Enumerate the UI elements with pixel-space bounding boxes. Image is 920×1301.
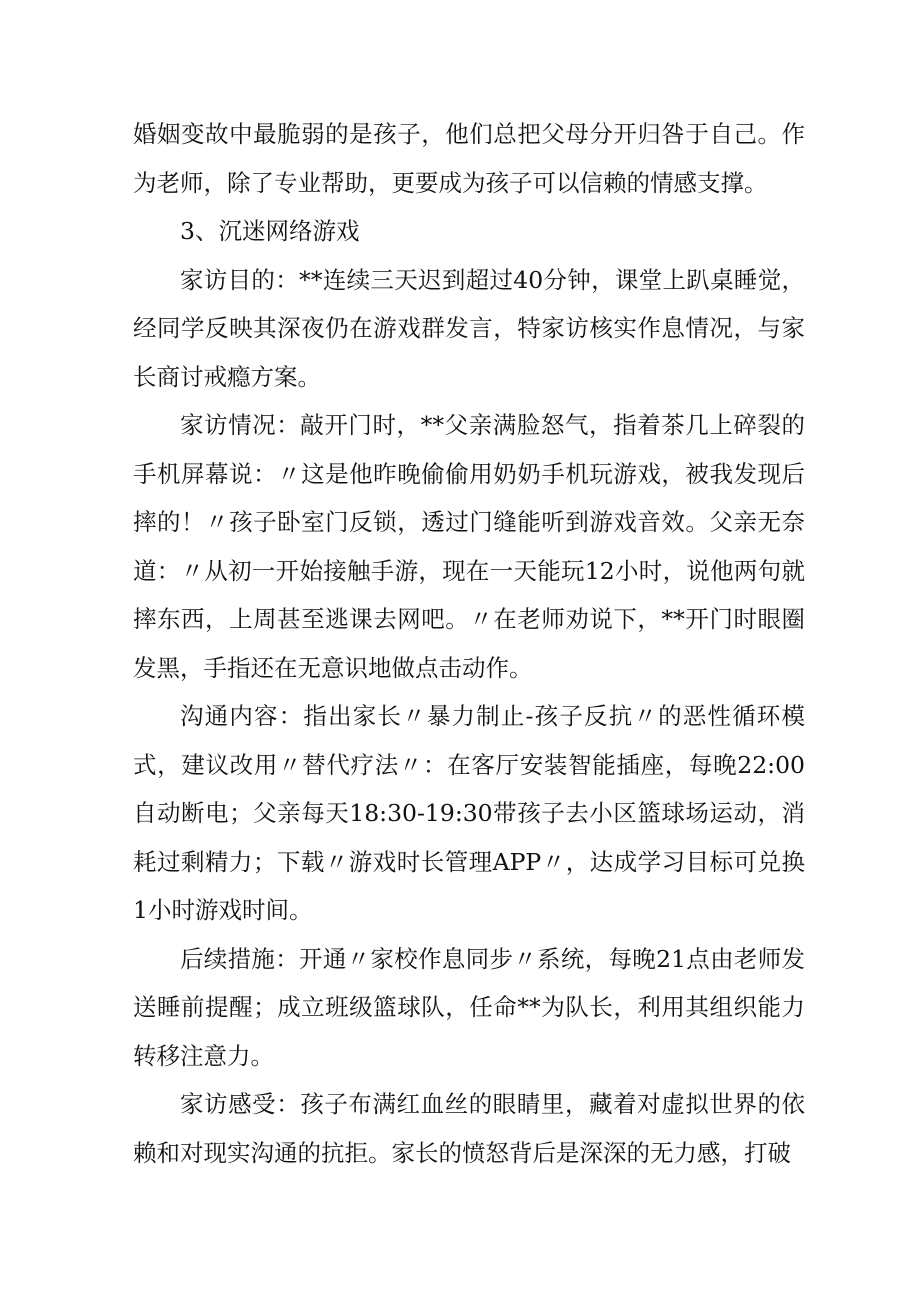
paragraph-communication-content: 沟通内容：指出家长〃暴力制止-孩子反抗〃的恶性循环模式，建议改用〃替代疗法〃：在客厅安装智能插座，每晚22:00自动断电；父亲每天18:30-19:30带孩子去小区篮球场运动，消耗过剩精力；下载〃游戏时长管理APP〃，达成学习目标可兑换1小时游戏时间。 [133, 702, 805, 924]
paragraph-visit-reflection: 家访感受：孩子布满红血丝的眼睛里，藏着对虚拟世界的依赖和对现实沟通的抗拒。家长的愤怒背后是深深的无力感，打破 [133, 1090, 805, 1167]
paragraph-continued: 婚姻变故中最脆弱的是孩子，他们总把父母分开归咎于自己。作为老师，除了专业帮助，更要成为孩子可以信赖的情感支撑。 [133, 120, 805, 197]
document-body [133, 110, 805, 1177]
section-heading-internet-gaming: 3、沉迷网络游戏 [180, 217, 360, 245]
paragraph-follow-up-measures: 后续措施：开通〃家校作息同步〃系统，每晚21点由老师发送睡前提醒；成立班级篮球队，任命**为队长，利用其组织能力转移注意力。 [133, 944, 805, 1070]
paragraph-visit-purpose: 家访目的：**连续三天迟到超过40分钟，课堂上趴桌睡觉，经同学反映其深夜仍在游戏群发言，特家访核实作息情况，与家长商讨戒瘾方案。 [133, 265, 805, 391]
paragraph-visit-situation: 家访情况：敲开门时，**父亲满脸怒气，指着茶几上碎裂的手机屏幕说：〃这是他昨晚偷偷用奶奶手机玩游戏，被我发现后摔的！〃孩子卧室门反锁，透过门缝能听到游戏音效。父亲无奈道：〃从初一开始接触手游，现在一天能玩12小时，说他两句就摔东西，上周甚至逃课去网吧。〃在老师劝说下，**开门时眼圈发黑，手指还在无意识地做点击动作。 [133, 411, 805, 682]
